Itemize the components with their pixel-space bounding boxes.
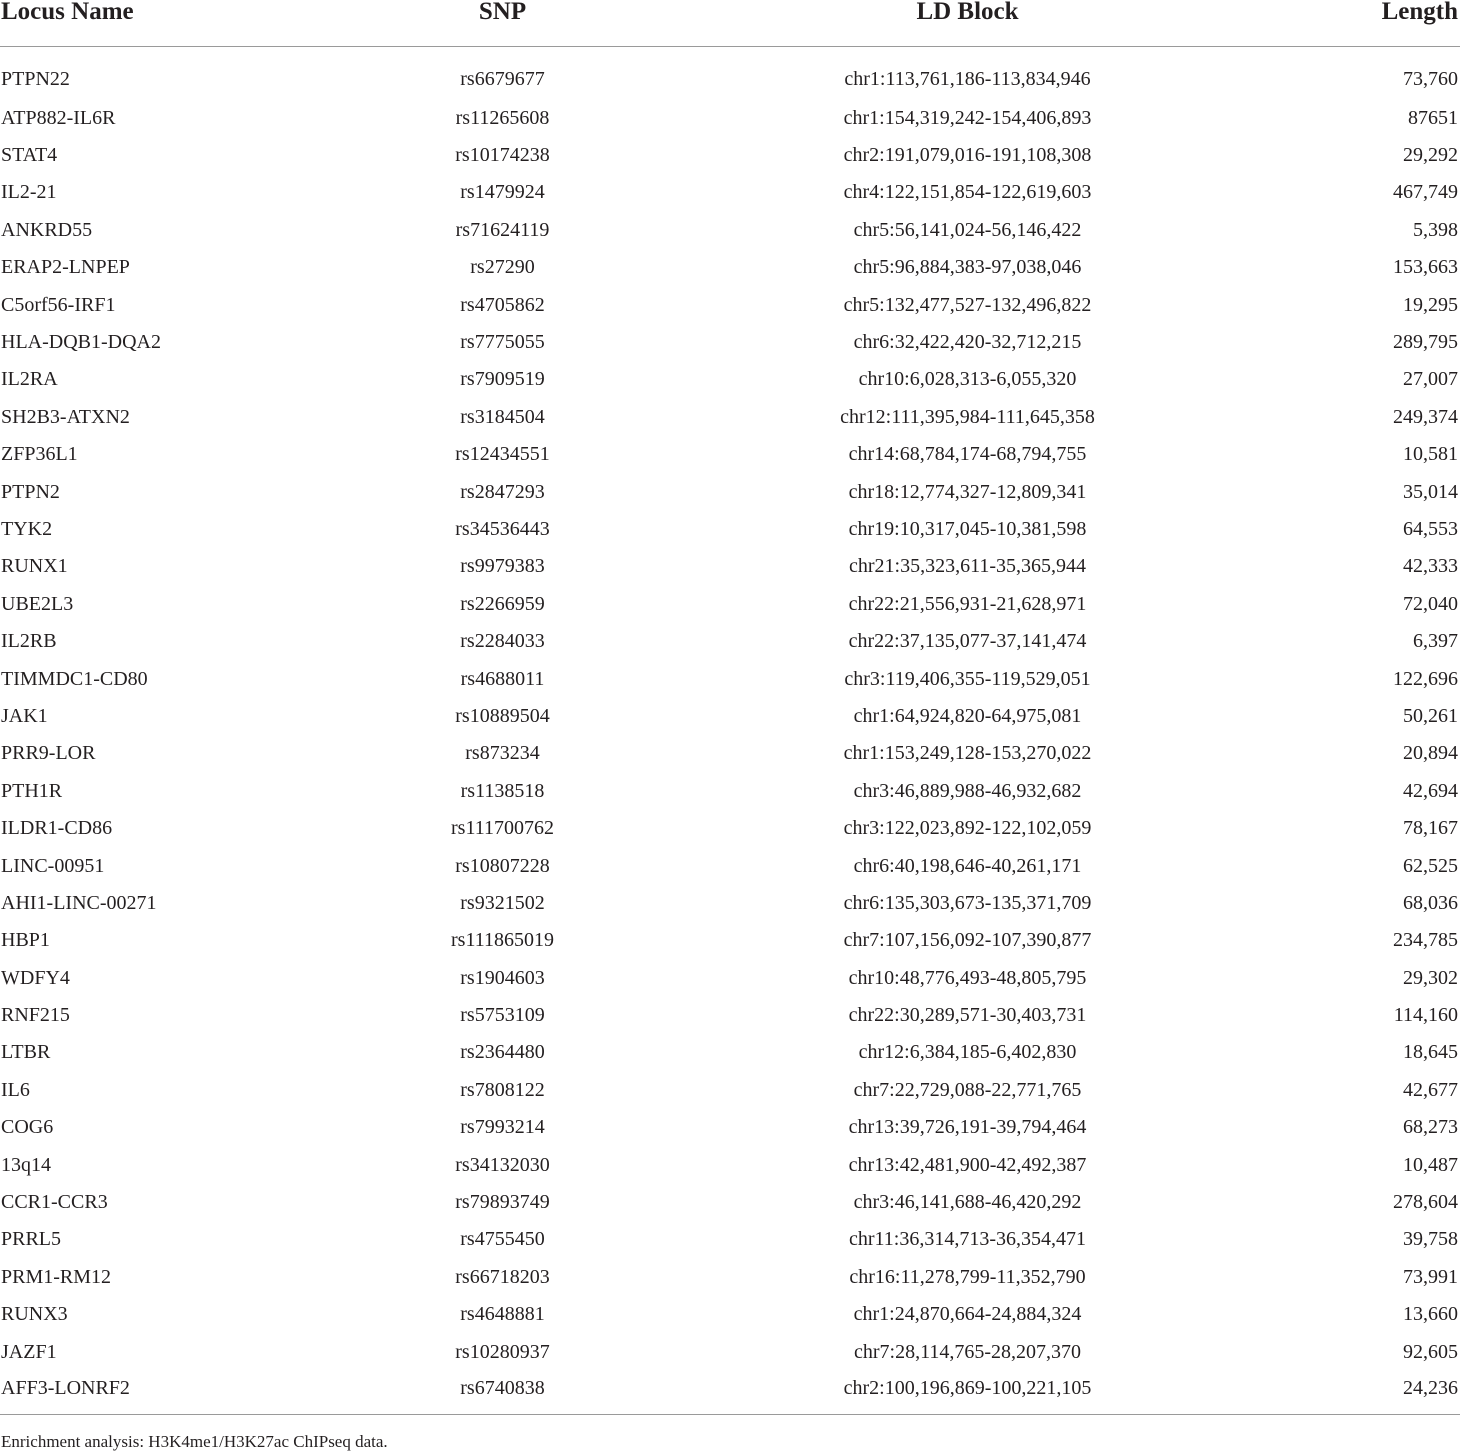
snp-cell: rs2266959 (460, 592, 545, 615)
ld-block-cell: chr1:154,319,242-154,406,893 (843, 106, 1092, 129)
table-row (0, 959, 1460, 996)
table-header (0, 0, 1460, 47)
length-cell: 50,261 (1403, 704, 1458, 727)
locus-name-cell: CCR1-CCR3 (1, 1191, 108, 1214)
locus-name-cell: LINC-00951 (1, 854, 105, 877)
length-cell: 234,785 (1393, 929, 1458, 952)
locus-name-cell: C5orf56-IRF1 (1, 293, 116, 316)
length-cell: 13,660 (1403, 1303, 1458, 1326)
table-row (0, 510, 1460, 547)
locus-name-cell: TIMMDC1-CD80 (1, 667, 148, 690)
locus-name-cell: SH2B3-ATXN2 (1, 405, 130, 428)
length-cell: 29,302 (1403, 966, 1458, 989)
locus-name-cell: AFF3-LONRF2 (0, 1370, 330, 1415)
locus-name-cell: AHI1-LINC-00271 (1, 891, 157, 914)
table-row (0, 1221, 1460, 1258)
length-cell: 29,292 (1403, 144, 1458, 167)
length-cell: 73,991 (1403, 1265, 1458, 1288)
ld-block-cell: chr22:30,289,571-30,403,731 (848, 1004, 1087, 1027)
length-cell: 18,645 (1403, 1041, 1458, 1064)
table-row (0, 398, 1460, 435)
locus-name-cell: IL2RB (1, 630, 57, 653)
table-body (0, 47, 1460, 1415)
length-cell: 92,605 (1403, 1340, 1458, 1363)
snp-cell: rs2847293 (460, 480, 545, 503)
length-cell: 5,398 (1413, 218, 1458, 241)
table-row (0, 660, 1460, 697)
length-cell: 20,894 (1403, 742, 1458, 765)
ld-block-cell: chr10:48,776,493-48,805,795 (848, 966, 1087, 989)
table-row (0, 585, 1460, 622)
ld-block-cell: chr7:22,729,088-22,771,765 (853, 1078, 1082, 1101)
locus-name-cell: LTBR (1, 1041, 51, 1064)
ld-block-cell: chr7:28,114,765-28,207,370 (853, 1340, 1081, 1363)
locus-name-cell: RUNX1 (1, 555, 68, 578)
table-row (0, 174, 1460, 211)
length-cell: 73,760 (1403, 68, 1458, 90)
snp-cell: rs111700762 (451, 817, 554, 840)
ld-block-cell: chr4:122,151,854-122,619,603 (843, 181, 1092, 204)
ld-block-cell: chr1:153,249,128-153,270,022 (843, 742, 1092, 765)
header-row (0, 0, 1460, 47)
locus-name-cell: JAK1 (1, 704, 48, 727)
snp-cell: rs7909519 (460, 368, 545, 391)
length-cell: 10,581 (1403, 443, 1458, 466)
snp-cell: rs34132030 (455, 1153, 550, 1176)
length-cell: 27,007 (1403, 368, 1458, 391)
length-cell: 42,333 (1403, 555, 1458, 578)
length-cell: 289,795 (1393, 331, 1458, 354)
locus-name-cell: PTPN22 (1, 68, 70, 90)
snp-cell: rs27290 (470, 256, 535, 279)
table-row (0, 697, 1460, 734)
header-snp: SNP (330, 0, 675, 47)
table-row (0, 1034, 1460, 1071)
length-cell: 114,160 (1393, 1004, 1458, 1027)
snp-cell: rs5753109 (460, 1004, 545, 1027)
ld-block-cell: chr3:46,141,688-46,420,292 (853, 1191, 1082, 1214)
ld-block-cell: chr13:42,481,900-42,492,387 (848, 1153, 1087, 1176)
locus-name-cell: UBE2L3 (1, 592, 74, 615)
length-cell: 19,295 (1403, 293, 1458, 316)
snp-cell: rs4648881 (460, 1303, 545, 1326)
snp-cell: rs71624119 (455, 218, 550, 241)
snp-cell: rs111865019 (451, 929, 554, 952)
snp-cell: rs2284033 (460, 630, 545, 653)
ld-block-cell: chr6:32,422,420-32,712,215 (853, 331, 1082, 354)
ld-block-cell: chr16:11,278,799-11,352,790 (849, 1265, 1086, 1288)
table-row (0, 1370, 1460, 1415)
snp-cell: rs4755450 (460, 1228, 545, 1251)
snp-cell: rs6740838 (330, 1370, 675, 1415)
locus-name-cell: ILDR1-CD86 (1, 817, 113, 840)
length-cell: 87651 (1408, 106, 1458, 129)
ld-block-cell: chr22:37,135,077-37,141,474 (848, 630, 1087, 653)
length-cell: 42,677 (1403, 1078, 1458, 1101)
length-cell: 122,696 (1393, 667, 1458, 690)
ld-block-cell: chr3:119,406,355-119,529,051 (844, 667, 1091, 690)
length-cell: 42,694 (1403, 779, 1458, 802)
table-row (0, 809, 1460, 846)
length-cell: 39,758 (1403, 1228, 1458, 1251)
ld-block-cell: chr5:96,884,383-97,038,046 (853, 256, 1082, 279)
length-cell: 64,553 (1403, 517, 1458, 540)
locus-name-cell: IL2RA (1, 368, 58, 391)
snp-cell: rs3184504 (460, 405, 545, 428)
snp-cell: rs10280937 (455, 1340, 550, 1363)
snp-cell: rs7993214 (460, 1116, 545, 1139)
snp-cell: rs12434551 (455, 443, 550, 466)
locus-name-cell: RUNX3 (1, 1303, 68, 1326)
locus-name-cell: JAZF1 (1, 1340, 57, 1363)
locus-name-cell: TYK2 (1, 517, 53, 540)
table-row (0, 735, 1460, 772)
locus-name-cell: PRR9-LOR (1, 742, 96, 765)
table-row (0, 47, 1460, 100)
locus-name-cell: HLA-DQB1-DQA2 (1, 331, 161, 354)
table-row (0, 361, 1460, 398)
ld-block-cell: chr10:6,028,313-6,055,320 (858, 368, 1077, 391)
locus-name-cell: ZFP36L1 (1, 443, 78, 466)
ld-block-cell: chr3:46,889,988-46,932,682 (853, 779, 1082, 802)
length-cell: 72,040 (1403, 592, 1458, 615)
table-row (0, 847, 1460, 884)
locus-name-cell: 13q14 (1, 1153, 51, 1176)
length-cell: 78,167 (1403, 817, 1458, 840)
table-row (0, 1109, 1460, 1146)
table-row (0, 1183, 1460, 1220)
header-ld-block: LD Block (675, 0, 1260, 47)
header-length: Length (1260, 0, 1460, 47)
locus-name-cell: ERAP2-LNPEP (1, 256, 130, 279)
ld-block-cell: chr11:36,314,713-36,354,471 (848, 1228, 1086, 1251)
snp-cell: rs11265608 (455, 106, 550, 129)
snp-cell: rs1479924 (460, 181, 545, 204)
snp-cell: rs7775055 (460, 331, 545, 354)
locus-name-cell: PRRL5 (1, 1228, 62, 1251)
length-cell: 278,604 (1393, 1191, 1458, 1214)
snp-cell: rs4688011 (460, 667, 545, 690)
locus-name-cell: IL2-21 (1, 181, 57, 204)
header-locus-name: Locus Name (0, 0, 330, 47)
table-row (0, 136, 1460, 173)
snp-cell: rs6679677 (460, 68, 545, 90)
table-row (0, 436, 1460, 473)
ld-block-cell: chr6:135,303,673-135,371,709 (843, 891, 1092, 914)
snp-cell: rs34536443 (455, 517, 550, 540)
ld-block-cell: chr1:64,924,820-64,975,081 (853, 704, 1082, 727)
snp-cell: rs9979383 (460, 555, 545, 578)
table-row (0, 473, 1460, 510)
length-cell: 249,374 (1393, 405, 1458, 428)
ld-block-cell: chr21:35,323,611-35,365,944 (848, 555, 1086, 578)
table-footnote: Enrichment analysis: H3K4me1/H3K27ac ChIPseq data. (1, 1432, 388, 1451)
table-row (0, 1258, 1460, 1295)
length-cell: 6,397 (1413, 630, 1458, 653)
ld-block-cell: chr2:100,196,869-100,221,105 (675, 1370, 1260, 1415)
snp-cell: rs7808122 (460, 1078, 545, 1101)
table-row (0, 286, 1460, 323)
snp-cell: rs1138518 (460, 779, 545, 802)
ld-block-cell: chr3:122,023,892-122,102,059 (843, 817, 1092, 840)
length-cell: 35,014 (1403, 480, 1458, 503)
table-row (0, 99, 1460, 136)
locus-name-cell: HBP1 (1, 929, 50, 952)
table-row (0, 323, 1460, 360)
length-cell: 62,525 (1403, 854, 1458, 877)
ld-block-cell: chr5:56,141,024-56,146,422 (853, 218, 1082, 241)
ld-block-cell: chr1:24,870,664-24,884,324 (853, 1303, 1082, 1326)
ld-block-cell: chr14:68,784,174-68,794,755 (848, 443, 1087, 466)
ld-block-cell: chr1:113,761,186-113,834,946 (844, 68, 1091, 90)
ld-block-cell: chr7:107,156,092-107,390,877 (843, 929, 1092, 952)
ld-block-cell: chr12:111,395,984-111,645,358 (840, 405, 1095, 428)
snp-cell: rs66718203 (455, 1265, 550, 1288)
ld-block-cell: chr12:6,384,185-6,402,830 (858, 1041, 1077, 1064)
ld-block-cell: chr2:191,079,016-191,108,308 (843, 144, 1092, 167)
ld-block-cell: chr19:10,317,045-10,381,598 (848, 517, 1087, 540)
table-row (0, 884, 1460, 921)
table-row (0, 922, 1460, 959)
length-cell: 24,236 (1260, 1370, 1460, 1415)
length-cell: 153,663 (1393, 256, 1458, 279)
snp-cell: rs9321502 (460, 891, 545, 914)
ld-block-cell: chr22:21,556,931-21,628,971 (848, 592, 1087, 615)
locus-name-cell: ATP882-IL6R (1, 106, 116, 129)
table-row (0, 622, 1460, 659)
ld-block-cell: chr13:39,726,191-39,794,464 (848, 1116, 1087, 1139)
snp-cell: rs79893749 (455, 1191, 550, 1214)
snp-cell: rs10174238 (455, 144, 550, 167)
table-row (0, 1071, 1460, 1108)
locus-name-cell: STAT4 (1, 144, 58, 167)
snp-cell: rs1904603 (460, 966, 545, 989)
locus-name-cell: PTPN2 (1, 480, 60, 503)
table-row (0, 1146, 1460, 1183)
snp-cell: rs10889504 (455, 704, 550, 727)
snp-cell: rs873234 (465, 742, 540, 765)
snp-cell: rs10807228 (455, 854, 550, 877)
locus-name-cell: ANKRD55 (1, 218, 93, 241)
table-row (0, 772, 1460, 809)
locus-name-cell: RNF215 (1, 1004, 70, 1027)
table-row (0, 1333, 1460, 1370)
snp-cell: rs2364480 (460, 1041, 545, 1064)
snp-cell: rs4705862 (460, 293, 545, 316)
length-cell: 10,487 (1403, 1153, 1458, 1176)
length-cell: 467,749 (1393, 181, 1458, 204)
table-row (0, 1296, 1460, 1333)
length-cell: 68,273 (1403, 1116, 1458, 1139)
locus-name-cell: COG6 (1, 1116, 54, 1139)
locus-name-cell: WDFY4 (1, 966, 70, 989)
length-cell: 68,036 (1403, 891, 1458, 914)
table-row (0, 996, 1460, 1033)
table-row (0, 211, 1460, 248)
locus-name-cell: IL6 (1, 1078, 30, 1101)
locus-name-cell: PTH1R (1, 779, 63, 802)
table-row (0, 548, 1460, 585)
table-row (0, 249, 1460, 286)
locus-name-cell: PRM1-RM12 (1, 1265, 112, 1288)
ld-block-cell: chr18:12,774,327-12,809,341 (848, 480, 1087, 503)
ld-block-cell: chr5:132,477,527-132,496,822 (843, 293, 1092, 316)
ld-block-cell: chr6:40,198,646-40,261,171 (853, 854, 1082, 877)
